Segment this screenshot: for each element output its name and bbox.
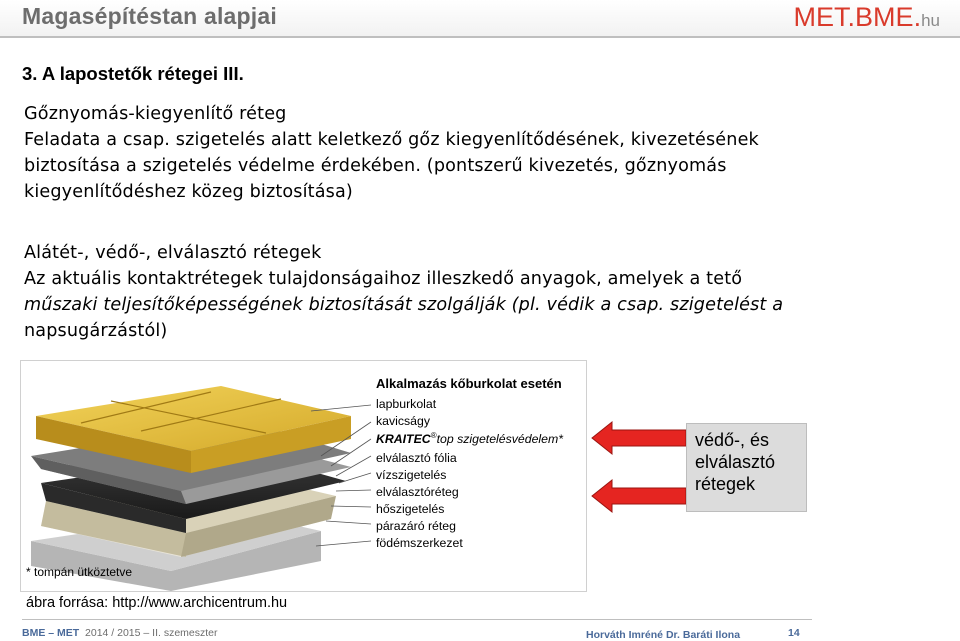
arrow-left-icon	[592, 422, 686, 454]
paragraph-vapor-line: biztosítása a szigetelés védelme érdekében. (pontszerű kivezetés, gőznyomás	[24, 156, 727, 176]
legend-item: hőszigetelés	[376, 502, 445, 516]
paragraph-layers-line: napsugárzástól)	[24, 321, 168, 341]
figure-footnote: * tompán ütköztetve	[26, 565, 133, 579]
paragraph-vapor-heading: Gőznyomás-kiegyenlítő réteg	[24, 104, 287, 124]
callout-line: védő-, és	[695, 430, 770, 450]
figure-source: ábra forrása: http://www.archicentrum.hu	[26, 595, 288, 611]
paragraph-layers-line: Az aktuális kontaktrétegek tulajdonságaihoz illeszkedő anyagok, amelyek a tető	[24, 269, 743, 289]
roof-layers-illustration	[21, 361, 586, 591]
logo-bme: BME	[855, 2, 914, 32]
trademark-symbol: ®	[430, 431, 437, 440]
arrow-left-icon	[592, 480, 686, 512]
legend-item: elválasztóréteg	[376, 485, 459, 499]
legend-item	[376, 431, 563, 446]
paragraph-layers-heading: Alátét-, védő-, elválasztó rétegek	[24, 243, 322, 263]
legend-item: födémszerkezet	[376, 536, 463, 550]
slide-title: 3. A lapostetők rétegei III.	[22, 63, 244, 84]
logo-met: MET	[793, 2, 848, 32]
callout-line: rétegek	[695, 474, 756, 494]
legend-item: lapburkolat	[376, 397, 437, 411]
callout-line: elválasztó	[695, 452, 776, 472]
roof-layers-figure	[20, 360, 587, 592]
paragraph-vapor-line: Feladata a csap. szigetelés alatt keletkező gőz kiegyenlítődésének, kivezetésének	[24, 130, 759, 150]
paragraph-layers-line: műszaki teljesítőképességének biztosítását szolgálják (pl. védik a csap. szigetelést a	[24, 295, 784, 315]
callout-box	[686, 423, 807, 512]
logo-dot: .	[847, 2, 856, 32]
footer-course-info	[22, 627, 218, 639]
met-bme-logo[interactable]	[794, 2, 940, 33]
callout-arrows	[590, 420, 688, 520]
figure-legend-title: Alkalmazás kőburkolat esetén	[376, 376, 562, 391]
legend-item: kavicságy	[376, 414, 430, 428]
logo-dot-2: .	[913, 2, 922, 32]
course-title: Magasépítéstan alapjai	[22, 3, 277, 29]
paragraph-vapor-line: kiegyenlítődéshez közeg biztosítása)	[24, 182, 353, 202]
footer-semester: 2014 / 2015 – II. szemeszter	[85, 627, 218, 639]
legend-item: párazáró réteg	[376, 519, 456, 533]
footer-org: BME – MET	[22, 627, 80, 639]
footer-divider	[22, 619, 812, 620]
header-divider	[0, 36, 960, 38]
page-number: 14	[788, 627, 800, 639]
footer-authors: Horváth Imréné Dr. Baráti Ilona	[586, 629, 741, 641]
legend-brand: KRAITEC	[376, 432, 431, 447]
legend-item: vízszigetelés	[376, 468, 447, 482]
legend-item: elválasztó fólia	[376, 451, 457, 465]
legend-brand-suffix: top szigetelésvédelem*	[436, 432, 564, 447]
logo-hu: hu	[921, 11, 940, 30]
